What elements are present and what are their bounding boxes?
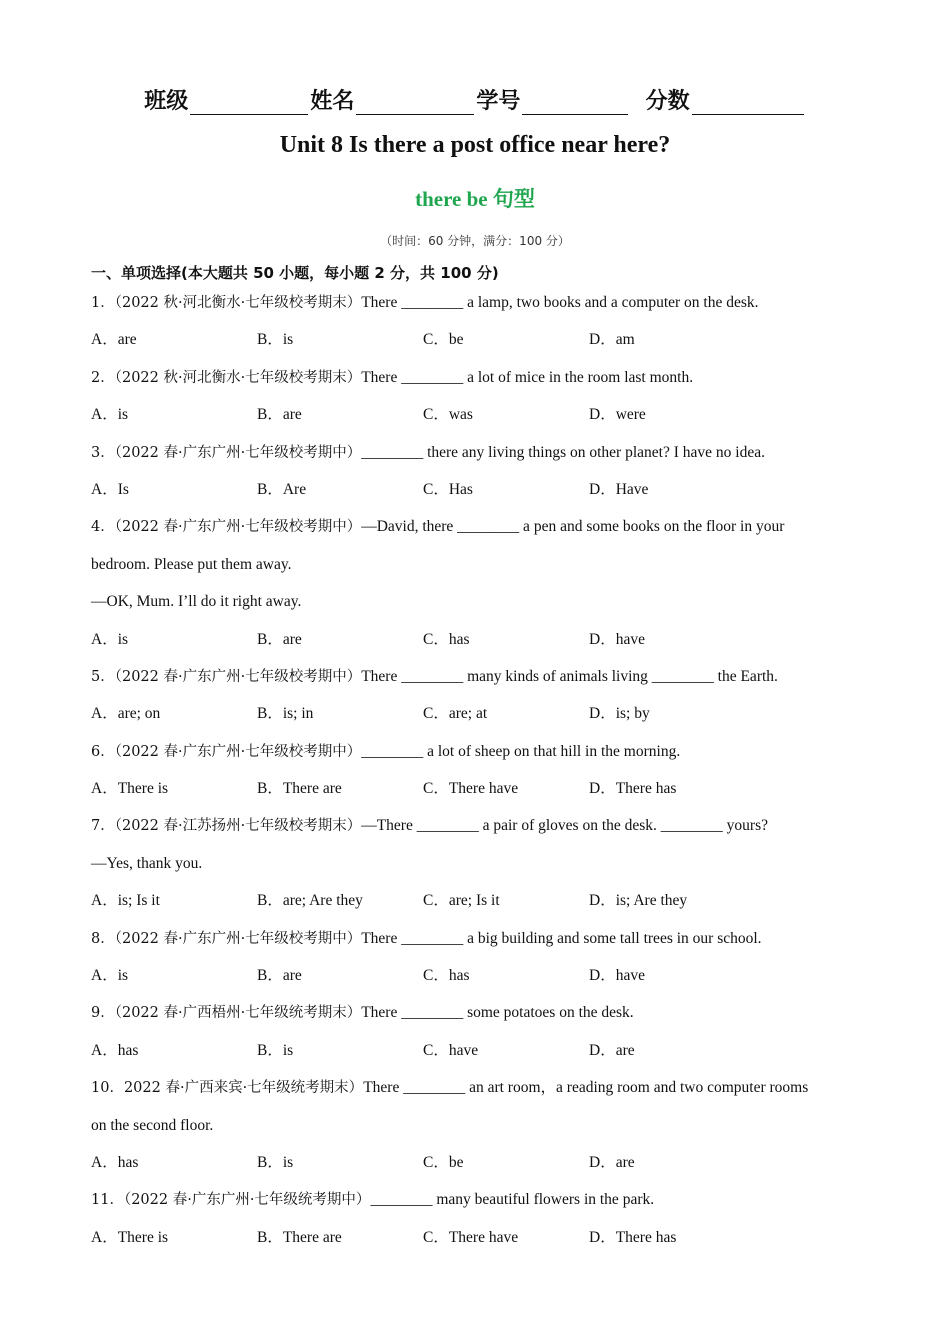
answer-option[interactable]: B．are bbox=[257, 630, 302, 648]
answer-option[interactable]: D．Have bbox=[589, 480, 649, 498]
student-info-line bbox=[0, 84, 950, 115]
answer-options bbox=[91, 1150, 871, 1187]
answer-options bbox=[91, 963, 871, 1000]
answer-options bbox=[91, 701, 871, 738]
answer-options bbox=[91, 327, 871, 364]
question-stem: There ________ a big building and some tall trees in our school. bbox=[361, 929, 762, 947]
answer-option[interactable]: D．There has bbox=[589, 1228, 677, 1246]
answer-options bbox=[91, 477, 871, 514]
question-item bbox=[91, 813, 871, 925]
question-stem: on the second floor. bbox=[91, 1116, 214, 1134]
question-source: 5．（2022 春·广东广州·七年级校考期中） bbox=[91, 668, 362, 685]
question-list bbox=[91, 290, 871, 1262]
answer-option[interactable]: C．be bbox=[423, 1153, 464, 1171]
question-source: 1．（2022 秋·河北衡水·七年级校考期末） bbox=[91, 295, 362, 311]
answer-option[interactable]: C．was bbox=[423, 406, 473, 424]
question-text-line bbox=[91, 589, 871, 626]
question-text-line bbox=[91, 813, 871, 850]
question-stem: bedroom. Please put them away. bbox=[91, 555, 292, 573]
name-label: 姓名 bbox=[310, 89, 355, 114]
answer-option[interactable]: B．is bbox=[257, 1153, 294, 1171]
answer-option[interactable]: B．are bbox=[257, 967, 302, 985]
answer-option[interactable]: C．Has bbox=[423, 480, 473, 498]
question-source: 9．（2022 春·广西梧州·七年级统考期末） bbox=[91, 1005, 362, 1022]
answer-option[interactable]: B．are bbox=[257, 406, 302, 424]
question-stem: —There ________ a pair of gloves on the desk. ________ yours? bbox=[361, 817, 768, 835]
answer-option[interactable]: C．has bbox=[423, 967, 470, 985]
question-text-line bbox=[91, 552, 871, 589]
question-item bbox=[91, 1187, 871, 1262]
question-text-line bbox=[91, 851, 871, 888]
question-text-line bbox=[91, 1187, 871, 1224]
class-blank bbox=[190, 92, 308, 115]
answer-option[interactable]: D．There has bbox=[589, 780, 677, 798]
question-text-line bbox=[91, 514, 871, 551]
question-text-line bbox=[91, 290, 871, 327]
question-stem: —OK, Mum. I’ll do it right away. bbox=[91, 593, 302, 611]
answer-options bbox=[91, 776, 871, 813]
question-item bbox=[91, 440, 871, 515]
question-text-line bbox=[91, 440, 871, 477]
question-stem: There ________ a lamp, two books and a computer on the desk. bbox=[361, 294, 759, 311]
question-item bbox=[91, 926, 871, 1001]
question-source: 10．2022 春·广西来宾·七年级统考期末） bbox=[91, 1080, 364, 1097]
answer-option[interactable]: A．is; Is it bbox=[91, 892, 160, 910]
class-label: 班级 bbox=[144, 89, 189, 114]
answer-option[interactable]: A．is bbox=[91, 967, 129, 985]
question-item bbox=[91, 365, 871, 440]
question-text-line bbox=[91, 739, 871, 776]
question-text-line bbox=[91, 1075, 871, 1112]
question-source: 2．（2022 秋·河北衡水·七年级校考期末） bbox=[91, 369, 362, 386]
answer-option[interactable]: D．have bbox=[589, 630, 645, 648]
answer-option[interactable]: A．are bbox=[91, 331, 137, 349]
answer-option[interactable]: D．have bbox=[589, 967, 645, 985]
page-title: Unit 8 Is there a post office near here? bbox=[279, 132, 671, 158]
question-source: 4．（2022 春·广东广州·七年级校考期中） bbox=[91, 519, 362, 536]
answer-options bbox=[91, 1225, 871, 1262]
answer-option[interactable]: B．is bbox=[257, 1041, 294, 1059]
question-source: 8．（2022 春·广东广州·七年级校考期中） bbox=[91, 930, 362, 947]
answer-options bbox=[91, 402, 871, 439]
section-title: 一、单项选择(本大题共 50 小题，每小题 2 分，共 100 分) bbox=[91, 264, 499, 282]
name-blank bbox=[356, 92, 474, 115]
student-id-blank bbox=[522, 92, 628, 115]
question-source: 3．（2022 春·广东广州·七年级校考期中） bbox=[91, 444, 362, 461]
page-subtitle: there be 句型 bbox=[415, 187, 535, 211]
question-source: 11．（2022 春·广东广州·七年级统考期中） bbox=[91, 1192, 371, 1209]
answer-option[interactable]: C．are; at bbox=[423, 705, 488, 723]
question-text-line bbox=[91, 1000, 871, 1037]
answer-option[interactable]: C．are; Is it bbox=[423, 892, 500, 910]
answer-option[interactable]: A．are; on bbox=[91, 705, 161, 723]
question-stem: —Yes, thank you. bbox=[91, 854, 203, 872]
question-stem: ________ there any living things on other planet? I have no idea. bbox=[361, 443, 765, 461]
question-stem: —David, there ________ a pen and some books on the floor in your bbox=[361, 518, 785, 536]
answer-option[interactable]: A．Is bbox=[91, 480, 129, 498]
answer-options bbox=[91, 1038, 871, 1075]
answer-option[interactable]: A．has bbox=[91, 1153, 139, 1171]
question-text-line bbox=[91, 1113, 871, 1150]
question-stem: ________ many beautiful flowers in the park. bbox=[370, 1191, 655, 1209]
question-text-line bbox=[91, 926, 871, 963]
question-stem: There ________ an art room，a reading room and two computer rooms bbox=[363, 1079, 809, 1097]
answer-option[interactable]: D．were bbox=[589, 406, 646, 424]
answer-option[interactable]: A．has bbox=[91, 1041, 139, 1059]
answer-option[interactable]: A．There is bbox=[91, 1228, 169, 1246]
answer-option[interactable]: B．There are bbox=[257, 780, 342, 798]
answer-options bbox=[91, 888, 871, 925]
answer-option[interactable]: C．have bbox=[423, 1041, 479, 1059]
answer-option[interactable]: D．are bbox=[589, 1041, 635, 1059]
question-item bbox=[91, 664, 871, 739]
question-item bbox=[91, 514, 871, 664]
score-label: 分数 bbox=[645, 89, 690, 114]
answer-option[interactable]: D．are bbox=[589, 1153, 635, 1171]
question-item bbox=[91, 1075, 871, 1187]
question-item bbox=[91, 1000, 871, 1075]
answer-option[interactable]: C．There have bbox=[423, 780, 519, 798]
answer-option[interactable]: D．is; Are they bbox=[589, 892, 688, 910]
question-source: 7．（2022 春·江苏扬州·七年级校考期末） bbox=[91, 818, 362, 835]
question-source: 6．（2022 春·广东广州·七年级校考期中） bbox=[91, 743, 362, 760]
answer-option[interactable]: A．There is bbox=[91, 780, 169, 798]
exam-meta: （时间：60 分钟，满分：100 分） bbox=[380, 234, 570, 248]
answer-option[interactable]: B．There are bbox=[257, 1228, 342, 1246]
student-id-label: 学号 bbox=[476, 89, 521, 114]
answer-option[interactable]: C．be bbox=[423, 331, 464, 349]
answer-option[interactable]: C．There have bbox=[423, 1228, 519, 1246]
question-item bbox=[91, 739, 871, 814]
score-blank bbox=[692, 92, 804, 115]
answer-option[interactable]: D．is; by bbox=[589, 705, 650, 723]
question-stem: There ________ a lot of mice in the room last month. bbox=[361, 368, 694, 386]
question-item bbox=[91, 290, 871, 365]
question-stem: There ________ many kinds of animals living ________ the Earth. bbox=[361, 667, 778, 685]
question-stem: There ________ some potatoes on the desk. bbox=[361, 1004, 634, 1022]
answer-option[interactable]: D．am bbox=[589, 331, 635, 349]
question-text-line bbox=[91, 664, 871, 701]
answer-option[interactable]: C．has bbox=[423, 630, 470, 648]
answer-option[interactable]: B．is; in bbox=[257, 705, 314, 723]
answer-option[interactable]: B．is bbox=[257, 331, 294, 349]
question-stem: ________ a lot of sheep on that hill in the morning. bbox=[361, 742, 681, 760]
answer-option[interactable]: B．are; Are they bbox=[257, 892, 363, 910]
question-text-line bbox=[91, 365, 871, 402]
answer-option[interactable]: B．Are bbox=[257, 480, 307, 498]
answer-option[interactable]: A．is bbox=[91, 630, 129, 648]
answer-options bbox=[91, 627, 871, 664]
answer-option[interactable]: A．is bbox=[91, 406, 129, 424]
